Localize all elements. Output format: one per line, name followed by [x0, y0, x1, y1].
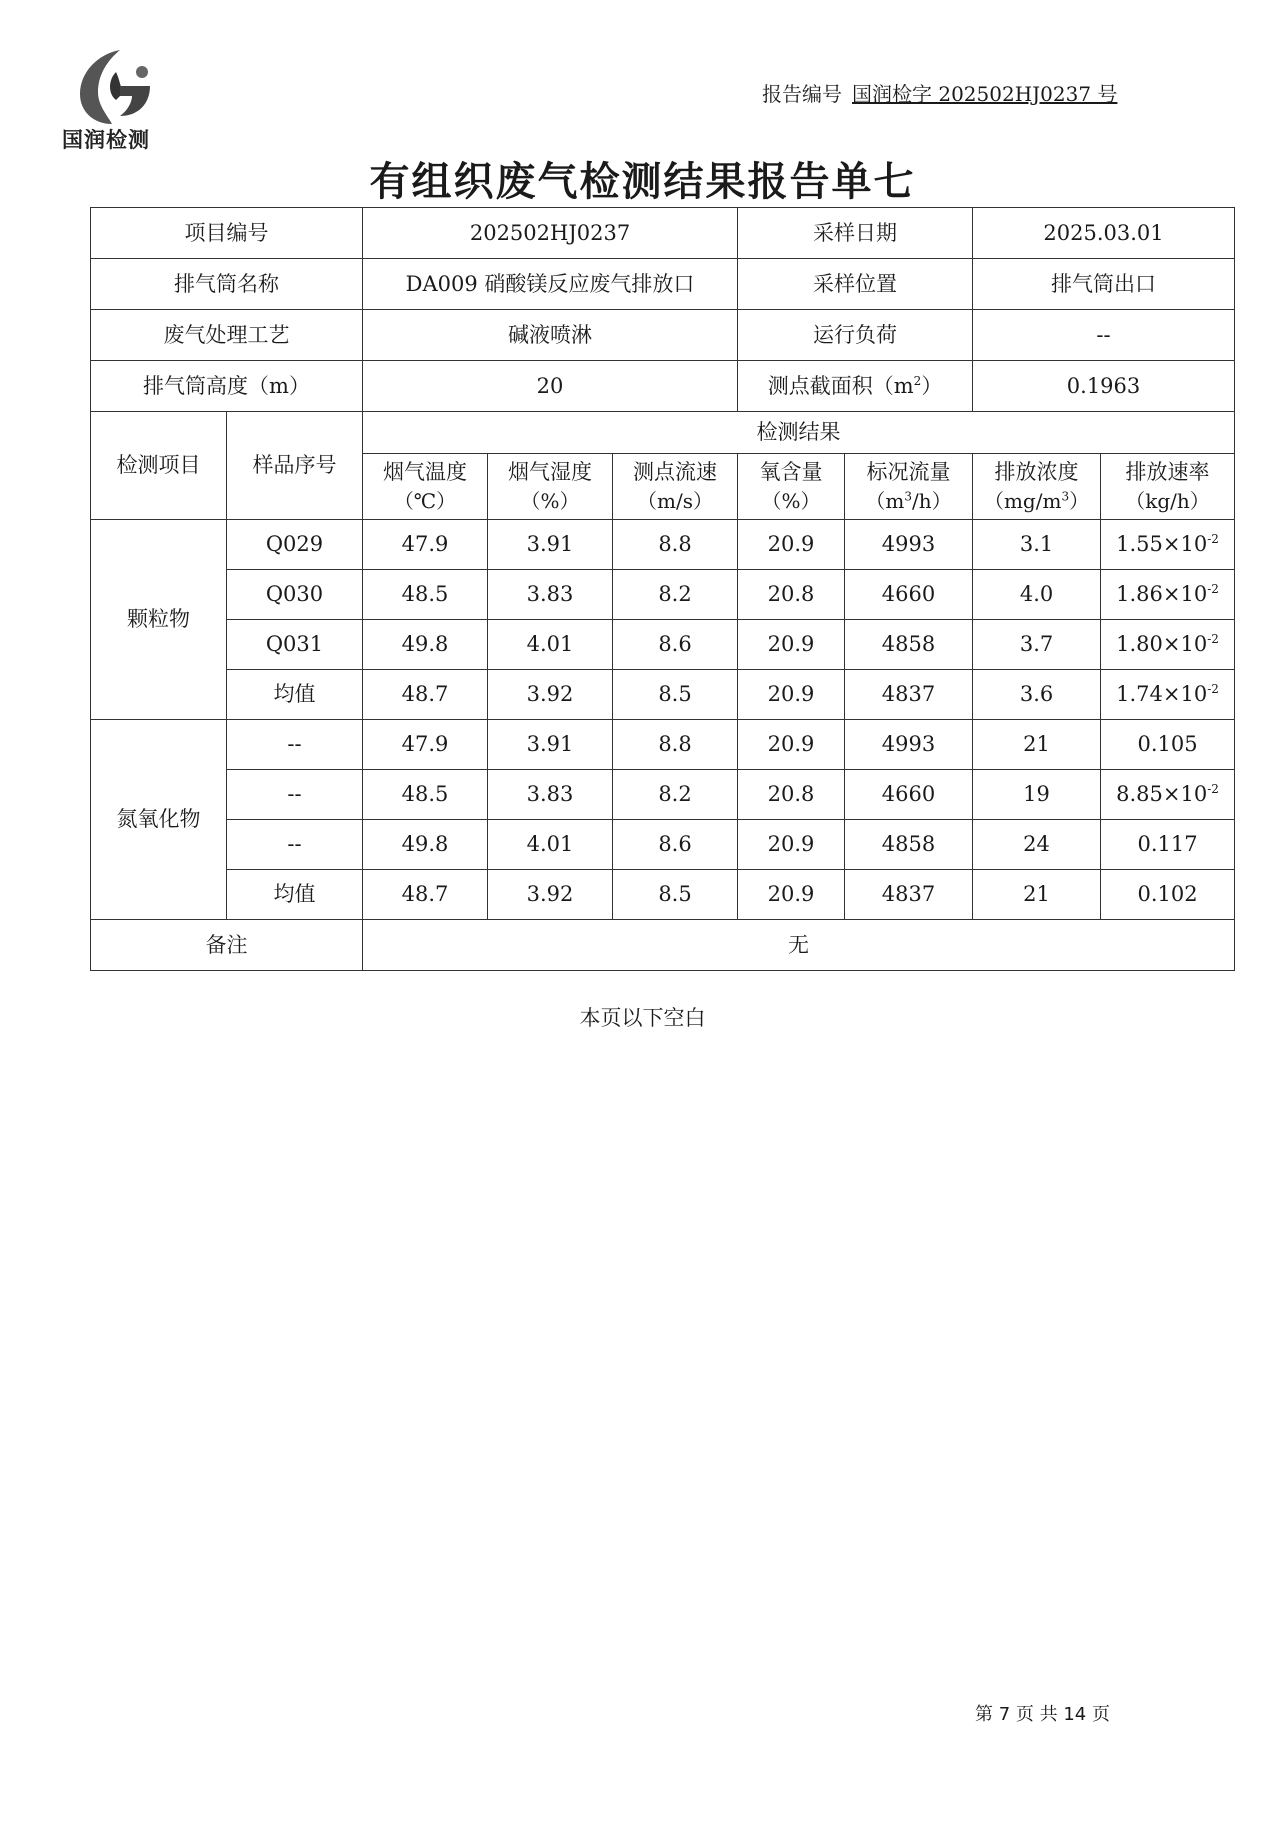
sample-cell: Q031 — [227, 620, 363, 670]
velocity-cell: 8.5 — [613, 670, 738, 720]
sample-location: 排气筒出口 — [973, 259, 1235, 310]
col-conc: 排放浓度 $(mg/m^3)$ — [973, 454, 1101, 520]
velocity-cell: 8.6 — [613, 820, 738, 870]
table-row — [91, 820, 1235, 870]
group-name: 氮氧化物 — [91, 720, 227, 920]
info-row — [91, 361, 1235, 412]
sample-cell: -- — [227, 820, 363, 870]
remark-label: 备注 — [91, 920, 363, 971]
sample-date: 2025.03.01 — [973, 208, 1235, 259]
flow-cell: 4858 — [845, 820, 973, 870]
rate-cell: 0.105 — [1101, 720, 1235, 770]
stack-name-label: 排气筒名称 — [91, 259, 363, 310]
page-number: 第 7 页 共 14 页 — [975, 1704, 1110, 1725]
temp-cell: 48.5 — [363, 570, 488, 620]
rate-cell: $1.80\times 10^{-2}$ — [1101, 620, 1235, 670]
flow-cell: 4858 — [845, 620, 973, 670]
oxygen-cell: 20.9 — [738, 820, 845, 870]
project-no-label: 项目编号 — [91, 208, 363, 259]
oxygen-cell: 20.9 — [738, 670, 845, 720]
table-row — [91, 570, 1235, 620]
stack-name: DA009 硝酸镁反应废气排放口 — [363, 259, 738, 310]
load: -- — [973, 310, 1235, 361]
report-number-value: 国润检字 202502HJ0237 号 — [852, 82, 1118, 106]
col-results: 检测结果 — [363, 412, 1235, 454]
project-no: 202502HJ0237 — [363, 208, 738, 259]
process: 碱液喷淋 — [363, 310, 738, 361]
data-rows — [91, 520, 1235, 920]
flow-cell: 4837 — [845, 870, 973, 920]
humidity-cell: 4.01 — [488, 820, 613, 870]
temp-cell: 48.7 — [363, 670, 488, 720]
humidity-cell: 3.92 — [488, 870, 613, 920]
sample-cell: -- — [227, 720, 363, 770]
velocity-cell: 8.8 — [613, 520, 738, 570]
humidity-cell: 3.91 — [488, 520, 613, 570]
info-row — [91, 310, 1235, 361]
humidity-cell: 3.92 — [488, 670, 613, 720]
flow-cell: 4660 — [845, 770, 973, 820]
results-table — [90, 207, 1235, 971]
temp-cell: 49.8 — [363, 820, 488, 870]
rate-cell: 0.117 — [1101, 820, 1235, 870]
sample-cell: Q030 — [227, 570, 363, 620]
temp-cell: 47.9 — [363, 720, 488, 770]
info-row — [91, 208, 1235, 259]
flow-cell: 4660 — [845, 570, 973, 620]
humidity-cell: 3.83 — [488, 570, 613, 620]
velocity-cell: 8.6 — [613, 620, 738, 670]
conc-cell: 3.6 — [973, 670, 1101, 720]
col-sample: 样品序号 — [227, 412, 363, 520]
oxygen-cell: 20.9 — [738, 870, 845, 920]
col-velocity: 测点流速 （m/s） — [613, 454, 738, 520]
humidity-cell: 4.01 — [488, 620, 613, 670]
flow-cell: 4993 — [845, 520, 973, 570]
remark-row — [91, 920, 1235, 971]
document-title: 有组织废气检测结果报告单七 — [369, 159, 916, 205]
col-rate: 排放速率 （kg/h） — [1101, 454, 1235, 520]
report-number — [762, 78, 1117, 107]
sample-date-label: 采样日期 — [738, 208, 973, 259]
table-row — [91, 870, 1235, 920]
rate-cell: 0.102 — [1101, 870, 1235, 920]
table-row — [91, 620, 1235, 670]
load-label: 运行负荷 — [738, 310, 973, 361]
process-label: 废气处理工艺 — [91, 310, 363, 361]
velocity-cell: 8.2 — [613, 770, 738, 820]
temp-cell: 48.7 — [363, 870, 488, 920]
area-label: 测点截面积$(m^2)$ — [738, 361, 973, 412]
height-label: 排气筒高度（m） — [91, 361, 363, 412]
velocity-cell: 8.2 — [613, 570, 738, 620]
conc-cell: 24 — [973, 820, 1101, 870]
temp-cell: 48.5 — [363, 770, 488, 820]
oxygen-cell: 20.9 — [738, 620, 845, 670]
conc-cell: 4.0 — [973, 570, 1101, 620]
table-row — [91, 670, 1235, 720]
info-row — [91, 259, 1235, 310]
header-row — [91, 412, 1235, 454]
report-number-label: 报告编号 — [762, 82, 842, 106]
col-temp: 烟气温度 （℃） — [363, 454, 488, 520]
conc-cell: 21 — [973, 870, 1101, 920]
sample-cell: 均值 — [227, 670, 363, 720]
temp-cell: 47.9 — [363, 520, 488, 570]
blank-note: 本页以下空白 — [579, 1006, 706, 1030]
table-row — [91, 520, 1235, 570]
group-name: 颗粒物 — [91, 520, 227, 720]
flow-cell: 4993 — [845, 720, 973, 770]
conc-cell: 3.1 — [973, 520, 1101, 570]
velocity-cell: 8.5 — [613, 870, 738, 920]
rate-cell: $1.55\times 10^{-2}$ — [1101, 520, 1235, 570]
flow-cell: 4837 — [845, 670, 973, 720]
humidity-cell: 3.83 — [488, 770, 613, 820]
velocity-cell: 8.8 — [613, 720, 738, 770]
oxygen-cell: 20.8 — [738, 770, 845, 820]
sample-cell: 均值 — [227, 870, 363, 920]
logo-text: 国润检测 — [62, 128, 150, 152]
rate-cell: $1.86\times 10^{-2}$ — [1101, 570, 1235, 620]
sample-cell: Q029 — [227, 520, 363, 570]
col-humidity: 烟气湿度 （%） — [488, 454, 613, 520]
conc-cell: 19 — [973, 770, 1101, 820]
sample-location-label: 采样位置 — [738, 259, 973, 310]
oxygen-cell: 20.8 — [738, 570, 845, 620]
height: 20 — [363, 361, 738, 412]
col-oxygen: 氧含量 （%） — [738, 454, 845, 520]
rate-cell: $8.85\times 10^{-2}$ — [1101, 770, 1235, 820]
conc-cell: 3.7 — [973, 620, 1101, 670]
remark: 无 — [363, 920, 1235, 971]
col-item: 检测项目 — [91, 412, 227, 520]
area: 0.1963 — [973, 361, 1235, 412]
rate-cell: $1.74\times 10^{-2}$ — [1101, 670, 1235, 720]
col-flow: 标况流量 $(m^3/h)$ — [845, 454, 973, 520]
oxygen-cell: 20.9 — [738, 720, 845, 770]
temp-cell: 49.8 — [363, 620, 488, 670]
table-row — [91, 720, 1235, 770]
conc-cell: 21 — [973, 720, 1101, 770]
table-row — [91, 770, 1235, 820]
sample-cell: -- — [227, 770, 363, 820]
oxygen-cell: 20.9 — [738, 520, 845, 570]
humidity-cell: 3.91 — [488, 720, 613, 770]
